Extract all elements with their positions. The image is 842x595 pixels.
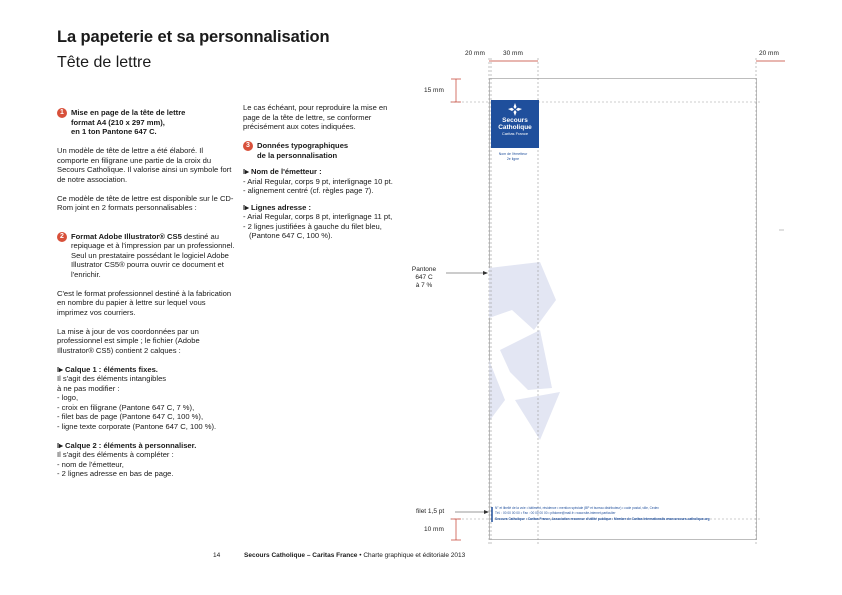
paragraph-cdrom: Ce modèle de tête de lettre est disponible sur le CD-Rom joint en 2 formats personnalisables : (57, 193, 234, 212)
dim-30mm: 30 mm (503, 50, 523, 57)
footer-text: Secours Catholique – Caritas France • Charte graphique et éditoriale 2013 (244, 552, 466, 559)
page-subtitle: Tête de lettre (57, 54, 152, 71)
emitter-name: Nom de l'émetteur 2e ligne (498, 152, 528, 161)
s2-bold: Format Adobe Illustrator® CS5 (71, 231, 182, 241)
logo-text-3: Caritas France (501, 131, 529, 136)
dim-20mm-right: 20 mm (759, 50, 779, 57)
paragraph-professional: C'est le format professionnel destiné à la fabrication en nombre du papier à lettre sur lequel vous imprimez vos courriers. (57, 288, 232, 317)
address-line-1: N° et libellé de la voie • bâtiment, résidence • mention spéciale (BP et bureau distributeur) • code postal, ville, Cedex (495, 506, 659, 510)
calque-1: I▸ Calque 1 : éléments fixes. Il s'agit des éléments intangibles à ne pas modifier : - logo, - croix en filigrane (Pantone 647 C, 7 %), - filet bas de page (Pantone 647 C, 100 %), - ligne texte corporate (Pantone 647 C, 100 %). (57, 364, 217, 431)
s1-line-3: en 1 ton Pantone 647 C. (71, 127, 157, 136)
paragraph-update: La mise à jour de vos coordonnées par un professionnel est simple ; le fichier (Adobe Illustrator® CS5) contient 2 calques : (57, 326, 200, 355)
section-3: 3 Données typographiques de la personnalisation (243, 141, 403, 160)
filet-label: filet 1,5 pt (416, 508, 445, 515)
calque-2: I▸ Calque 2 : éléments à personnaliser. Il s'agit des éléments à compléter : - nom de l'émetteur, - 2 lignes adresse en bas de page. (57, 440, 197, 478)
address-spec: I▸ Lignes adresse : - Arial Regular, corps 8 pt, interlignage 11 pt, - 2 lignes justifiées à gauche du filet bleu, (Pantone 647 C, 100 %). (243, 202, 393, 240)
page-number: 14 (213, 552, 221, 559)
cross-icon (508, 103, 522, 116)
calque-1-head: Calque 1 : éléments fixes. (65, 364, 158, 374)
s1-line-2: format A4 (210 x 297 mm), (71, 117, 165, 127)
s1-line-1: Mise en page de la tête de lettre (71, 108, 186, 117)
page-title: La papeterie et sa personnalisation (57, 28, 330, 46)
emitter-spec: I▸ Nom de l'émetteur : - Arial Regular, corps 9 pt, interlignage 10 pt. - alignement centré (cf. règles page 7). (243, 167, 393, 195)
calque-2-head: Calque 2 : éléments à personnaliser. (65, 440, 197, 450)
logo-text-1: Secours (502, 117, 528, 124)
paragraph-cotes: Le cas échéant, pour reproduire la mise en page de la tête de lettre, se conformer précisément aux cotes indiquées. (243, 103, 388, 131)
logo-text-2: Catholique (498, 124, 532, 131)
paragraph-model: Un modèle de tête de lettre a été élaboré. Il comporte en filigrane une partie de la croix du Secours Catholique. Il valorise ainsi un symbole fort de notre association. (57, 146, 232, 184)
address-line-2: Tél. : 00 00 00 00 • Fax : 00 00 00 00 • pifdome@mail.fr • www.site-internet.particulier (495, 511, 616, 515)
dim-20mm-left: 20 mm (465, 50, 485, 57)
step-badge-3: 3 (243, 141, 253, 151)
dim-15mm: 15 mm (424, 87, 444, 94)
dim-10mm: 10 mm (424, 526, 444, 533)
secours-catholique-logo (491, 100, 539, 148)
step-badge-2: 2 (57, 232, 67, 242)
watermark-cross (489, 262, 560, 440)
pantone-label: Pantone 647 C à 7 % (411, 266, 437, 289)
s2-text: destiné au repiquage et à l'impression par un professionnel. Seul un prestataire possédant le logiciel Adobe Illustrator CS5® pourra ouvrir ce document et l'enrichir. (71, 231, 235, 279)
step-badge-1: 1 (57, 108, 67, 118)
corporate-line: Secours Catholique • Caritas France, Association reconnue d'utilité publique • Membre de Caritas Internationalis www.secours-catholique.org (495, 517, 710, 521)
